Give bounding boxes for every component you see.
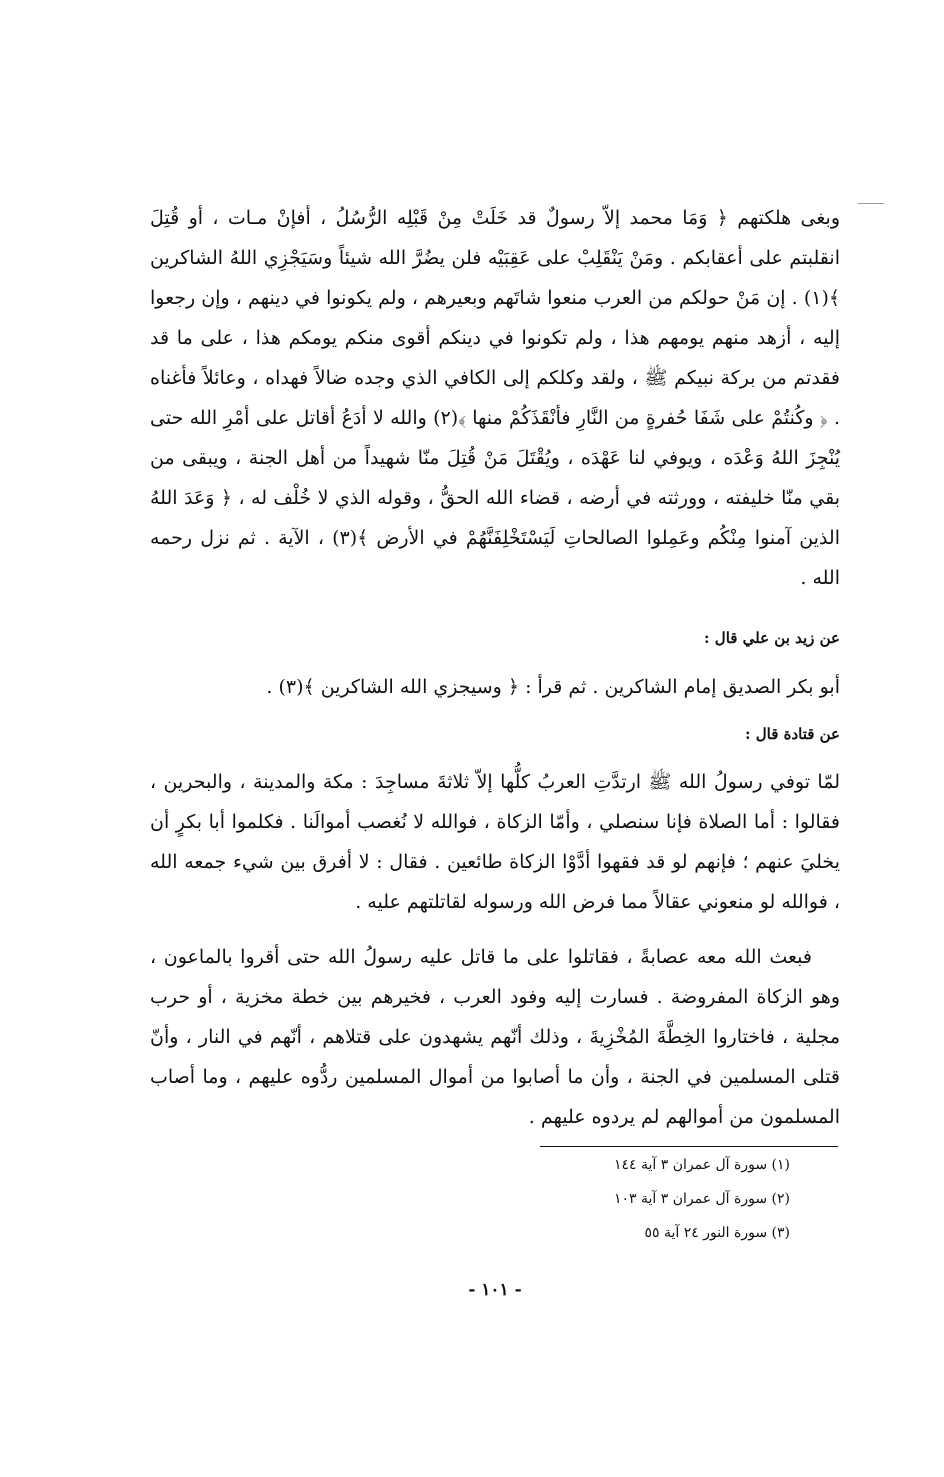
- paragraph-zaid-quote: أبو بكر الصديق إمام الشاكرين . ثم قرأ : ﴿ وسيجزي الله الشاكرين ﴾(٣) .: [266, 676, 840, 698]
- footnote-1: (١) سورة آل عمران ٣ آية ١٤٤: [613, 1157, 790, 1173]
- heading-qatada: عن قتادة قال :: [744, 725, 840, 743]
- footnote-3: (٣) سورة النور ٢٤ آية ٥٥: [644, 1225, 790, 1241]
- page-number: - ١٠١ -: [468, 1280, 522, 1300]
- footnote-divider: [540, 1146, 838, 1147]
- paragraph-apostasy-wars: فبعث الله معه عصابةً ، فقاتلوا على ما قاتل عليه رسولُ الله حتى أقروا بالماعون ، وهو الزكاة المفروضة . فسارت إليه وفود العرب ، فخيرهم بين خطة مخزية ، أو حرب مجلية ، فاختاروا الخِطَّةَ المُخْزِيةَ ، وذلك أنّهم يشهدون على قتلاهم ، أنّهم في النار ، وأنّ قتلى المسلمين في الجنة ، وأن ما أصابوا من أموال المسلمين ردُّوه عليهم ، وما أصاب المسلمون من أموالهم لم يردوه عليهم .: [150, 946, 840, 1128]
- paragraph-abu-bakr-speech: وبغى هلكتهم ﴿ وَمَا محمد إلاّ رسولٌ قد خَلَتْ مِنْ قَبْلِه الرُّسُلُ ، أفإنْ مـات ، أو قُتِلَ انقلبتم على أعقابكم . ومَنْ يَنْقَلِبْ على عَقِبَيْه فلن يضُرَّ الله شيئاً وسَيَجْزِي اللهُ الشاكرين ﴾(١) . إن مَنْ حولكم من العرب منعوا شاتَهم وبعيرهم ، ولم يكونوا في دينهم ، وإن رجعوا إليه ، أزهد منهم يومهم هذا ، ولم تكونوا في دينكم أقوى منكم يومكم هذا ، على ما قد فقدتم من بركة نبيكم ﷺ ، ولقد وكلكم إلى الكافي الذي وجده ضالاً فهداه ، وعائلاً فأغناه . ﴿ وكُنتُمْ على شَفَا حُفرةٍ من النَّارِ فأنْقَذَكُمْ منها ﴾(٢) والله لا أدَعُ أقاتل على أمْرِ الله حتى يُنْجِزَ اللهُ وَعْدَه ، ويوفي لنا عَهْدَه ، ويُقْتَلَ مَنْ قُتِلَ منّا شهيداً من أهل الجنة ، ويبقى من بقي منّا خليفته ، وورثته في أرضه ، قضاء الله الحقُّ ، وقوله الذي لا خُلْف له ، ﴿ وَعَدَ اللهُ الذين آمنوا مِنْكُم وعَمِلوا الصالحاتِ لَيَسْتَخْلِفَنَّهُمْ في الأرض ﴾(٣) ، الآية . ثم نزل رحمه الله .: [150, 207, 841, 589]
- paragraph-qatada-account: لمّا توفي رسولُ الله ﷺ ارتدَّتِ العربُ كلُّها إلاّ ثلاثةَ مساجِدَ : مكة والمدينة ، والبحرين ، فقالوا : أما الصلاة فإنا سنصلي ، وأمّا الزكاة ، فوالله لا نُغصب أموالَنا . فكلموا أبا بكرٍ أن يخليَ عنهم ؛ فإنهم لو قد فقهوا أدَّوْا الزكاة طائعين . فقال : لا أفرق بين شيء جمعه الله ، فوالله لو منعوني عقالاً مما فرض الله ورسوله لقاتلتهم عليه .: [150, 771, 840, 913]
- footnote-2: (٢) سورة آل عمران ٣ آية ١٠٣: [613, 1191, 790, 1207]
- heading-zaid-ibn-ali: عن زيد بن علي قال :: [704, 629, 840, 647]
- scan-mark: [858, 203, 884, 204]
